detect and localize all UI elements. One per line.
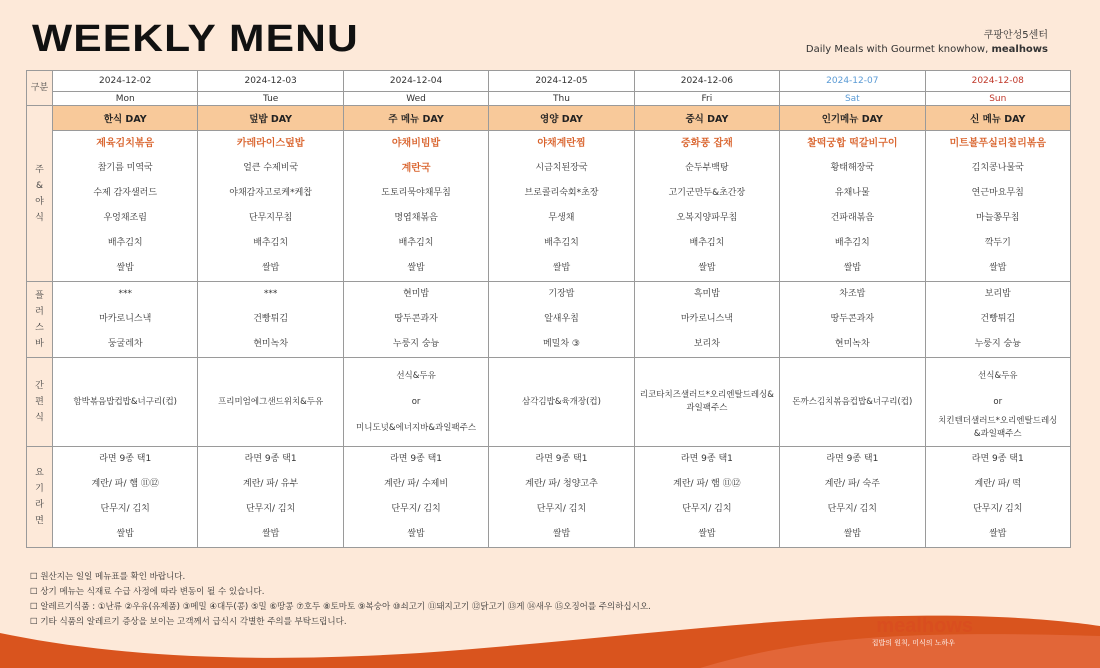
- plus-item: 땅두콘과자: [830, 314, 875, 324]
- page-title: WEEKLY MENU: [32, 18, 359, 60]
- plus-mon: [53, 282, 198, 358]
- snack-item: 미니도넛&에너지바&과일팩주스: [356, 423, 477, 433]
- plus-item: ***: [118, 289, 132, 299]
- snack-item: 치킨텐더샐러드*오리엔탈드레싱: [938, 416, 1058, 426]
- menu-item: 오복지양파무침: [676, 213, 738, 223]
- plus-item: ***: [263, 289, 278, 299]
- menu-item: 배추김치: [544, 238, 579, 248]
- menu-item: 황태해장국: [830, 163, 875, 173]
- dow-mon: Mon: [53, 92, 198, 106]
- dow-sun: Sun: [925, 92, 1070, 106]
- menu-fri: [634, 131, 779, 282]
- tagline-text: Daily Meals with Gourmet knowhow,: [805, 44, 989, 55]
- menu-item: 무생채: [548, 213, 575, 223]
- menu-item: 배추김치: [398, 238, 434, 248]
- plus-item: 보리밥: [984, 289, 1011, 299]
- plus-item: 둥굴레차: [107, 339, 143, 349]
- plus-item: 마카로니스낵: [680, 314, 733, 324]
- snack-fri: [634, 358, 779, 447]
- snack-item: 리코타치즈샐러드*오리엔탈드레싱&: [639, 390, 774, 400]
- ramen-item: 라면 9종 택1: [535, 454, 588, 464]
- plus-item: 땅두콘과자: [394, 314, 438, 324]
- center-name: 쿠팡안성5센터: [983, 30, 1048, 41]
- snack-sat: [780, 358, 925, 447]
- menu-item: 얼큰 수제비국: [243, 163, 299, 173]
- row-label-plus-text: 플러스바: [35, 290, 44, 349]
- ramen-item: 라면 9종 택1: [244, 454, 297, 464]
- ramen-item: 단무지/ 김치: [100, 504, 150, 514]
- ramen-item: 라면 9종 택1: [826, 454, 879, 464]
- row-label-main: [27, 106, 53, 282]
- ramen-item: 단무지/ 김치: [536, 504, 587, 514]
- ramen-item: 단무지/ 김치: [973, 504, 1023, 514]
- snack-item: 선식&두유: [396, 371, 436, 381]
- menu-item: 깍두기: [984, 238, 1011, 248]
- plus-wed: [343, 282, 488, 358]
- snack-thu: [489, 358, 634, 447]
- menu-item: 단무지무침: [248, 213, 293, 223]
- menu-item: 수제 감자샐러드: [93, 188, 158, 198]
- date-wed: 2024-12-04: [343, 71, 488, 92]
- snack-mon: [53, 358, 198, 447]
- menu-item: 우엉채조림: [103, 213, 147, 223]
- plus-item: 메밀차 ③: [542, 339, 580, 349]
- theme-mon: 한식 DAY: [53, 106, 198, 131]
- dow-tue: Tue: [198, 92, 343, 106]
- snack-item: 돈까스김치볶음컵밥&너구리(컵): [792, 396, 913, 407]
- menu-sun: [925, 131, 1070, 282]
- menu-wed: [343, 131, 488, 282]
- plus-item: 현미녹차: [834, 339, 870, 349]
- row-label-ramen: [27, 447, 53, 548]
- row-label-snack-text: 간편식: [35, 381, 44, 423]
- ramen-item: 라면 9종 택1: [390, 454, 443, 464]
- main-dish: 중화풍 잡채: [681, 138, 733, 149]
- date-sun: 2024-12-08: [925, 71, 1070, 92]
- theme-fri: 중식 DAY: [634, 106, 779, 131]
- menu-item: 참기름 미역국: [97, 163, 153, 173]
- snack-item: 프리미엄에그샌드위치&두유: [218, 396, 324, 407]
- plus-item: 기장밥: [548, 289, 575, 299]
- plus-sun: [925, 282, 1070, 358]
- snack-or: or: [993, 397, 1003, 407]
- plus-item: 현미밥: [403, 289, 430, 299]
- ramen-item: 쌀밥: [698, 529, 716, 539]
- tagline-brand: mealhows: [991, 44, 1048, 55]
- ramen-item: 단무지/ 김치: [682, 504, 732, 514]
- dow-wed: Wed: [343, 92, 488, 106]
- ramen-item: 라면 9종 택1: [99, 454, 152, 464]
- note-caution: ☐ 기타 식품의 알레르기 증상을 보이는 고객께서 급식시 각별한 주의를 부탁드립니다.: [30, 617, 347, 627]
- ramen-item: 계란/ 파/ 유부: [243, 479, 299, 489]
- plus-thu: [489, 282, 634, 358]
- snack-wed: [343, 358, 488, 447]
- theme-tue: 덮밥 DAY: [198, 106, 343, 131]
- menu-item: 야채감자고로케*케찹: [229, 188, 312, 198]
- ramen-tue: [198, 447, 343, 548]
- ramen-item: 계란/ 파/ 숙주: [824, 479, 880, 489]
- plus-tue: [198, 282, 343, 358]
- menu-item: 쌀밥: [552, 263, 571, 273]
- ramen-item: 계란/ 파/ 수제비: [384, 479, 449, 489]
- snack-item: 선식&두유: [978, 371, 1018, 381]
- plus-item: 마카로니스낵: [99, 314, 152, 324]
- plus-fri: [634, 282, 779, 358]
- menu-item: 브로콜리숙회*초장: [524, 188, 599, 198]
- main-dish: 카레라이스덮밥: [236, 138, 305, 149]
- main-dish: 찰떡궁합 떡갈비구이: [807, 138, 898, 149]
- menu-item: 쌀밥: [843, 263, 862, 273]
- plus-item: 누룽지 숭늉: [974, 339, 1021, 349]
- ramen-item: 라면 9종 택1: [680, 454, 733, 464]
- ramen-item: 쌀밥: [116, 529, 134, 539]
- plus-item: 차조밥: [839, 289, 866, 299]
- main-dish: 야채비빔밥: [391, 138, 441, 149]
- theme-wed: 주 메뉴 DAY: [343, 106, 488, 131]
- theme-sat: 인기메뉴 DAY: [780, 106, 925, 131]
- menu-sat: [780, 131, 925, 282]
- plus-item: 보리차: [693, 339, 720, 349]
- dow-sat: Sat: [780, 92, 925, 106]
- snack-sun: [925, 358, 1070, 447]
- ramen-item: 단무지/ 김치: [245, 504, 296, 514]
- date-tue: 2024-12-03: [198, 71, 343, 92]
- ramen-item: 계란/ 파/ 떡: [974, 479, 1022, 489]
- plus-item: 현미녹차: [253, 339, 289, 349]
- menu-item: 마늘쫑무침: [976, 213, 1020, 223]
- menu-item: 건파래볶음: [830, 213, 875, 223]
- date-thu: 2024-12-05: [489, 71, 634, 92]
- ramen-item: 쌀밥: [407, 529, 425, 539]
- menu-item: 도토리묵야채무침: [381, 188, 451, 198]
- ramen-item: 계란/ 파/ 햄 ⑪⑫: [673, 479, 741, 489]
- row-label-ramen-text: 요기라면: [35, 468, 44, 526]
- plus-item: 누룽지 숭늉: [392, 339, 440, 349]
- menu-item: 명엽채볶음: [394, 213, 438, 223]
- snack-item: &과일팩주스: [973, 429, 1022, 439]
- brand-logo: mealhows: [876, 615, 973, 637]
- ramen-mon: [53, 447, 198, 548]
- menu-item: 유채나물: [834, 188, 870, 198]
- ramen-item: 쌀밥: [989, 529, 1007, 539]
- snack-item: 삼각김밥&육개장(컵): [522, 396, 601, 407]
- ramen-item: 단무지/ 김치: [827, 504, 877, 514]
- menu-item: 시금치된장국: [535, 163, 588, 173]
- ramen-sun: [925, 447, 1070, 548]
- menu-item: 쌀밥: [261, 263, 280, 273]
- main-dish: 제육김치볶음: [96, 138, 155, 149]
- ramen-item: 쌀밥: [261, 529, 280, 539]
- menu-item: 쌀밥: [989, 263, 1007, 273]
- row-label-main-text: 주&야식: [35, 164, 44, 223]
- menu-mon: [53, 131, 198, 282]
- plus-sat: [780, 282, 925, 358]
- date-mon: 2024-12-02: [53, 71, 198, 92]
- menu-thu: [489, 131, 634, 282]
- plus-item: 흑미밥: [693, 289, 720, 299]
- ramen-item: 계란/ 파/ 햄 ⑪⑫: [91, 479, 159, 489]
- ramen-fri: [634, 447, 779, 548]
- menu-item: 쌀밥: [407, 263, 425, 273]
- snack-item: 과일팩주스: [686, 403, 728, 413]
- theme-thu: 영양 DAY: [489, 106, 634, 131]
- menu-item: 고기군만두&초간장: [668, 188, 746, 198]
- menu-item: 쌀밥: [698, 263, 716, 273]
- menu-item: 쌀밥: [116, 263, 134, 273]
- date-fri: 2024-12-06: [634, 71, 779, 92]
- note-allergy: ☐ 알레르기식품 : ①난류 ②우유(유제품) ③메밀 ④대두(콩) ⑤밀 ⑥땅콩 ⑦호두 ⑧토마토 ⑨복숭아 ⑩쇠고기 ⑪돼지고기 ⑫닭고기 ⑬게 ⑭새우 ⑮오징어를 주의하십시오.: [30, 602, 651, 612]
- tagline: [806, 44, 1048, 55]
- menu-tue: [198, 131, 343, 282]
- plus-item: 알새우칩: [544, 314, 579, 324]
- dow-thu: Thu: [489, 92, 634, 106]
- plus-item: 건빵튀김: [980, 314, 1016, 324]
- theme-sun: 신 메뉴 DAY: [925, 106, 1070, 131]
- ramen-item: 라면 9종 택1: [971, 454, 1024, 464]
- snack-or: or: [411, 397, 421, 407]
- menu-item: 배추김치: [689, 238, 725, 248]
- note-origin: ☐ 원산지는 일일 메뉴표를 확인 바랍니다.: [30, 572, 186, 582]
- menu-item-highlight: 계란국: [401, 163, 431, 174]
- menu-item: 배추김치: [834, 238, 870, 248]
- dow-fri: Fri: [634, 92, 779, 106]
- ramen-item: 쌀밥: [843, 529, 862, 539]
- plus-item: 건빵튀김: [253, 314, 289, 324]
- row-label-plus: [27, 282, 53, 358]
- menu-item: 배추김치: [107, 238, 143, 248]
- ramen-wed: [343, 447, 488, 548]
- snack-tue: [198, 358, 343, 447]
- ramen-item: 계란/ 파/ 청양고추: [525, 479, 598, 489]
- menu-item: 순두부백탕: [685, 163, 729, 173]
- section-label: 구분: [27, 71, 53, 106]
- ramen-item: 쌀밥: [552, 529, 571, 539]
- note-change: ☐ 상기 메뉴는 식재료 수급 사정에 따라 변동이 될 수 있습니다.: [30, 587, 265, 597]
- main-dish: 미트볼푸실리칠리볶음: [949, 138, 1047, 149]
- ramen-item: 단무지/ 김치: [391, 504, 441, 514]
- date-sat: 2024-12-07: [780, 71, 925, 92]
- weekly-menu-table: [26, 70, 1071, 548]
- main-dish: 야채계란찜: [537, 138, 586, 149]
- menu-item: 김치콩나물국: [971, 163, 1024, 173]
- brand-slogan: 집밥의 원칙, 미식의 노하우: [871, 639, 955, 647]
- snack-item: 함박볶음밥컵밥&너구리(컵): [73, 396, 177, 407]
- ramen-thu: [489, 447, 634, 548]
- menu-item: 배추김치: [253, 238, 289, 248]
- ramen-sat: [780, 447, 925, 548]
- row-label-snack: [27, 358, 53, 447]
- menu-item: 연근마요무침: [971, 188, 1024, 198]
